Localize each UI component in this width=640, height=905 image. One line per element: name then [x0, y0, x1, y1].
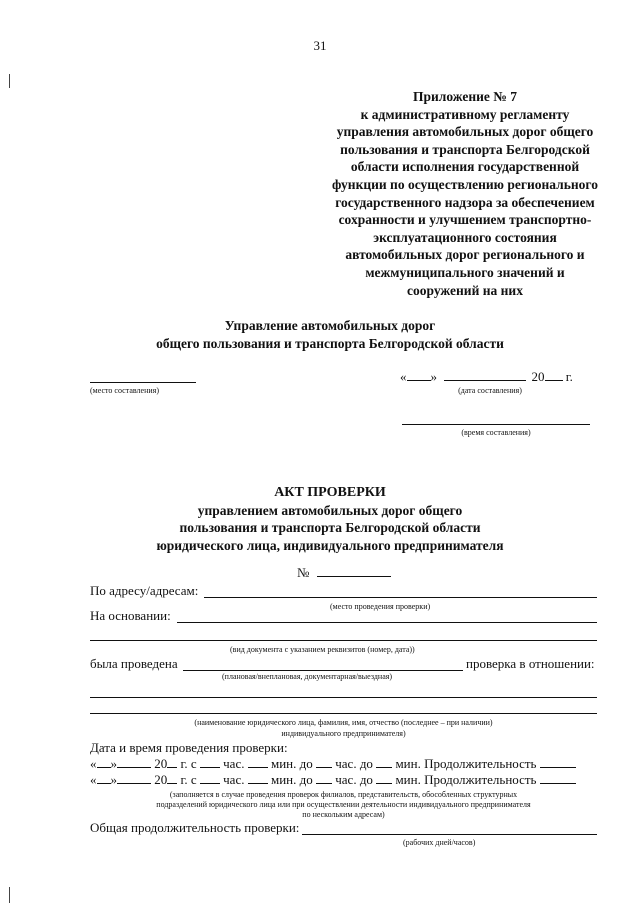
basis-input-line[interactable] — [177, 622, 597, 623]
conducted-right-label: проверка в отношении: — [466, 656, 595, 671]
authority-line-2: общего пользования и транспорта Белгородской области — [156, 336, 504, 351]
margin-mark-top — [9, 74, 10, 88]
appendix-line: к административному регламенту — [360, 106, 570, 122]
datetime-label: Дата и время проведения проверки: — [90, 740, 288, 755]
date-year-prefix: 20 — [531, 369, 545, 384]
page-number: 31 — [313, 38, 327, 53]
datetime-row-2 — [90, 772, 576, 788]
appendix-block — [300, 88, 630, 299]
appendix-line: государственного надзора за обеспечением — [335, 194, 595, 210]
appendix-line: эксплуатационного состояния — [373, 229, 557, 245]
appendix-line: пользования и транспорта Белгородской — [340, 141, 590, 157]
appendix-line: сохранности и улучшением транспортно- — [338, 212, 592, 228]
date-caption: (дата составления) — [458, 386, 522, 395]
entity-input-line-2[interactable] — [90, 713, 597, 714]
number-sign: № — [297, 565, 310, 580]
open-quote: « — [90, 772, 97, 787]
date-year-suffix: г. — [565, 369, 573, 384]
hour-to-label: час. до — [335, 772, 373, 787]
min-to-label: мин. до — [270, 772, 313, 787]
act-block — [80, 484, 580, 554]
total-duration-input-line[interactable] — [302, 834, 597, 835]
min-to-label: мин. до — [270, 756, 313, 771]
act-subtitle-3: юридического лица, индивидуального предпринимателя — [156, 537, 504, 553]
duration-label: мин. Продолжительность — [395, 756, 537, 771]
appendix-line: функции по осуществлению регионального — [332, 176, 598, 192]
authority-block — [80, 317, 580, 353]
appendix-line: межмуниципального значений и — [365, 264, 565, 280]
duration-field-2[interactable] — [540, 783, 576, 784]
act-number-field[interactable] — [317, 576, 391, 577]
close-quote: » — [110, 756, 117, 771]
date-row — [400, 369, 573, 385]
datetime-caption-1: (заполняется в случае проведения проверок филиалов, представительств, обособленных структурных — [169, 790, 518, 799]
appendix-line: управления автомобильных дорог общего — [336, 124, 594, 140]
min-from-field-1[interactable] — [248, 767, 268, 768]
year-label: 20 — [154, 756, 168, 771]
duration-field-1[interactable] — [540, 767, 576, 768]
place-input-line[interactable] — [90, 382, 196, 383]
duration-label: мин. Продолжительность — [395, 772, 537, 787]
address-caption: (место проведения проверки) — [330, 602, 431, 611]
act-subtitle-1: управлением автомобильных дорог общего — [197, 502, 463, 518]
address-input-line[interactable] — [204, 597, 597, 598]
g-s-label: г. с — [180, 756, 197, 771]
hour-from-field-2[interactable] — [200, 783, 220, 784]
month-field[interactable] — [444, 380, 526, 381]
conducted-caption: (плановая/внеплановая, документарная/выездная) — [222, 672, 393, 681]
appendix-line: области исполнения государственной — [350, 159, 580, 175]
min-from-field-2[interactable] — [248, 783, 268, 784]
appendix-title: Приложение № 7 — [413, 89, 517, 104]
total-duration-caption: (рабочих дней/часов) — [403, 838, 476, 847]
day-field-2[interactable] — [97, 783, 111, 784]
entity-caption-1: (наименование юридического лица, фамилия, имя, отчество (последнее – при наличии) — [194, 718, 493, 727]
appendix-line: автомобильных дорог регионального и — [345, 247, 585, 263]
month-field-1[interactable] — [117, 767, 151, 768]
datetime-caption-2: подразделений юридического лица или при осуществлении деятельности индивидуального предпринимателя — [156, 800, 531, 809]
day-field-1[interactable] — [97, 767, 111, 768]
hour-to-field-2[interactable] — [316, 783, 332, 784]
hour-from-field-1[interactable] — [200, 767, 220, 768]
min-to-field-1[interactable] — [376, 767, 392, 768]
datetime-row-1 — [90, 756, 576, 772]
date-open-quote: « — [400, 369, 407, 384]
entity-input-line-1[interactable] — [90, 697, 597, 698]
open-quote: « — [90, 756, 97, 771]
datetime-caption-3: по нескольким адресам) — [302, 810, 385, 819]
conducted-input-line[interactable] — [183, 670, 463, 671]
day-field[interactable] — [407, 380, 431, 381]
place-caption: (место составления) — [90, 386, 159, 395]
year-label: 20 — [154, 772, 168, 787]
year-field[interactable] — [545, 380, 563, 381]
g-s-label: г. с — [180, 772, 197, 787]
hour-to-label: час. до — [335, 756, 373, 771]
entity-caption-2: индивидуального предпринимателя) — [281, 729, 406, 738]
conducted-label: была проведена — [90, 656, 178, 671]
authority-line-1: Управление автомобильных дорог — [224, 318, 436, 333]
hour-label: час. — [223, 772, 245, 787]
close-quote: » — [110, 772, 117, 787]
time-caption: (время составления) — [461, 428, 531, 437]
month-field-2[interactable] — [117, 783, 151, 784]
basis-input-line-2[interactable] — [90, 640, 597, 641]
act-title: АКТ ПРОВЕРКИ — [274, 485, 386, 500]
basis-label: На основании: — [90, 608, 171, 623]
basis-caption: (вид документа с указанием реквизитов (номер, дата)) — [230, 645, 415, 654]
year-field-1[interactable] — [167, 767, 177, 768]
address-label: По адресу/адресам: — [90, 583, 199, 598]
hour-label: час. — [223, 756, 245, 771]
act-number-row — [297, 565, 391, 581]
hour-to-field-1[interactable] — [316, 767, 332, 768]
year-field-2[interactable] — [167, 783, 177, 784]
margin-mark-bottom — [9, 887, 10, 903]
appendix-line: сооружений на них — [407, 282, 523, 298]
min-to-field-2[interactable] — [376, 783, 392, 784]
time-input-line[interactable] — [402, 424, 590, 425]
total-duration-label: Общая продолжительность проверки: — [90, 820, 300, 835]
date-close-quote: » — [430, 369, 437, 384]
act-subtitle-2: пользования и транспорта Белгородской области — [179, 520, 481, 535]
